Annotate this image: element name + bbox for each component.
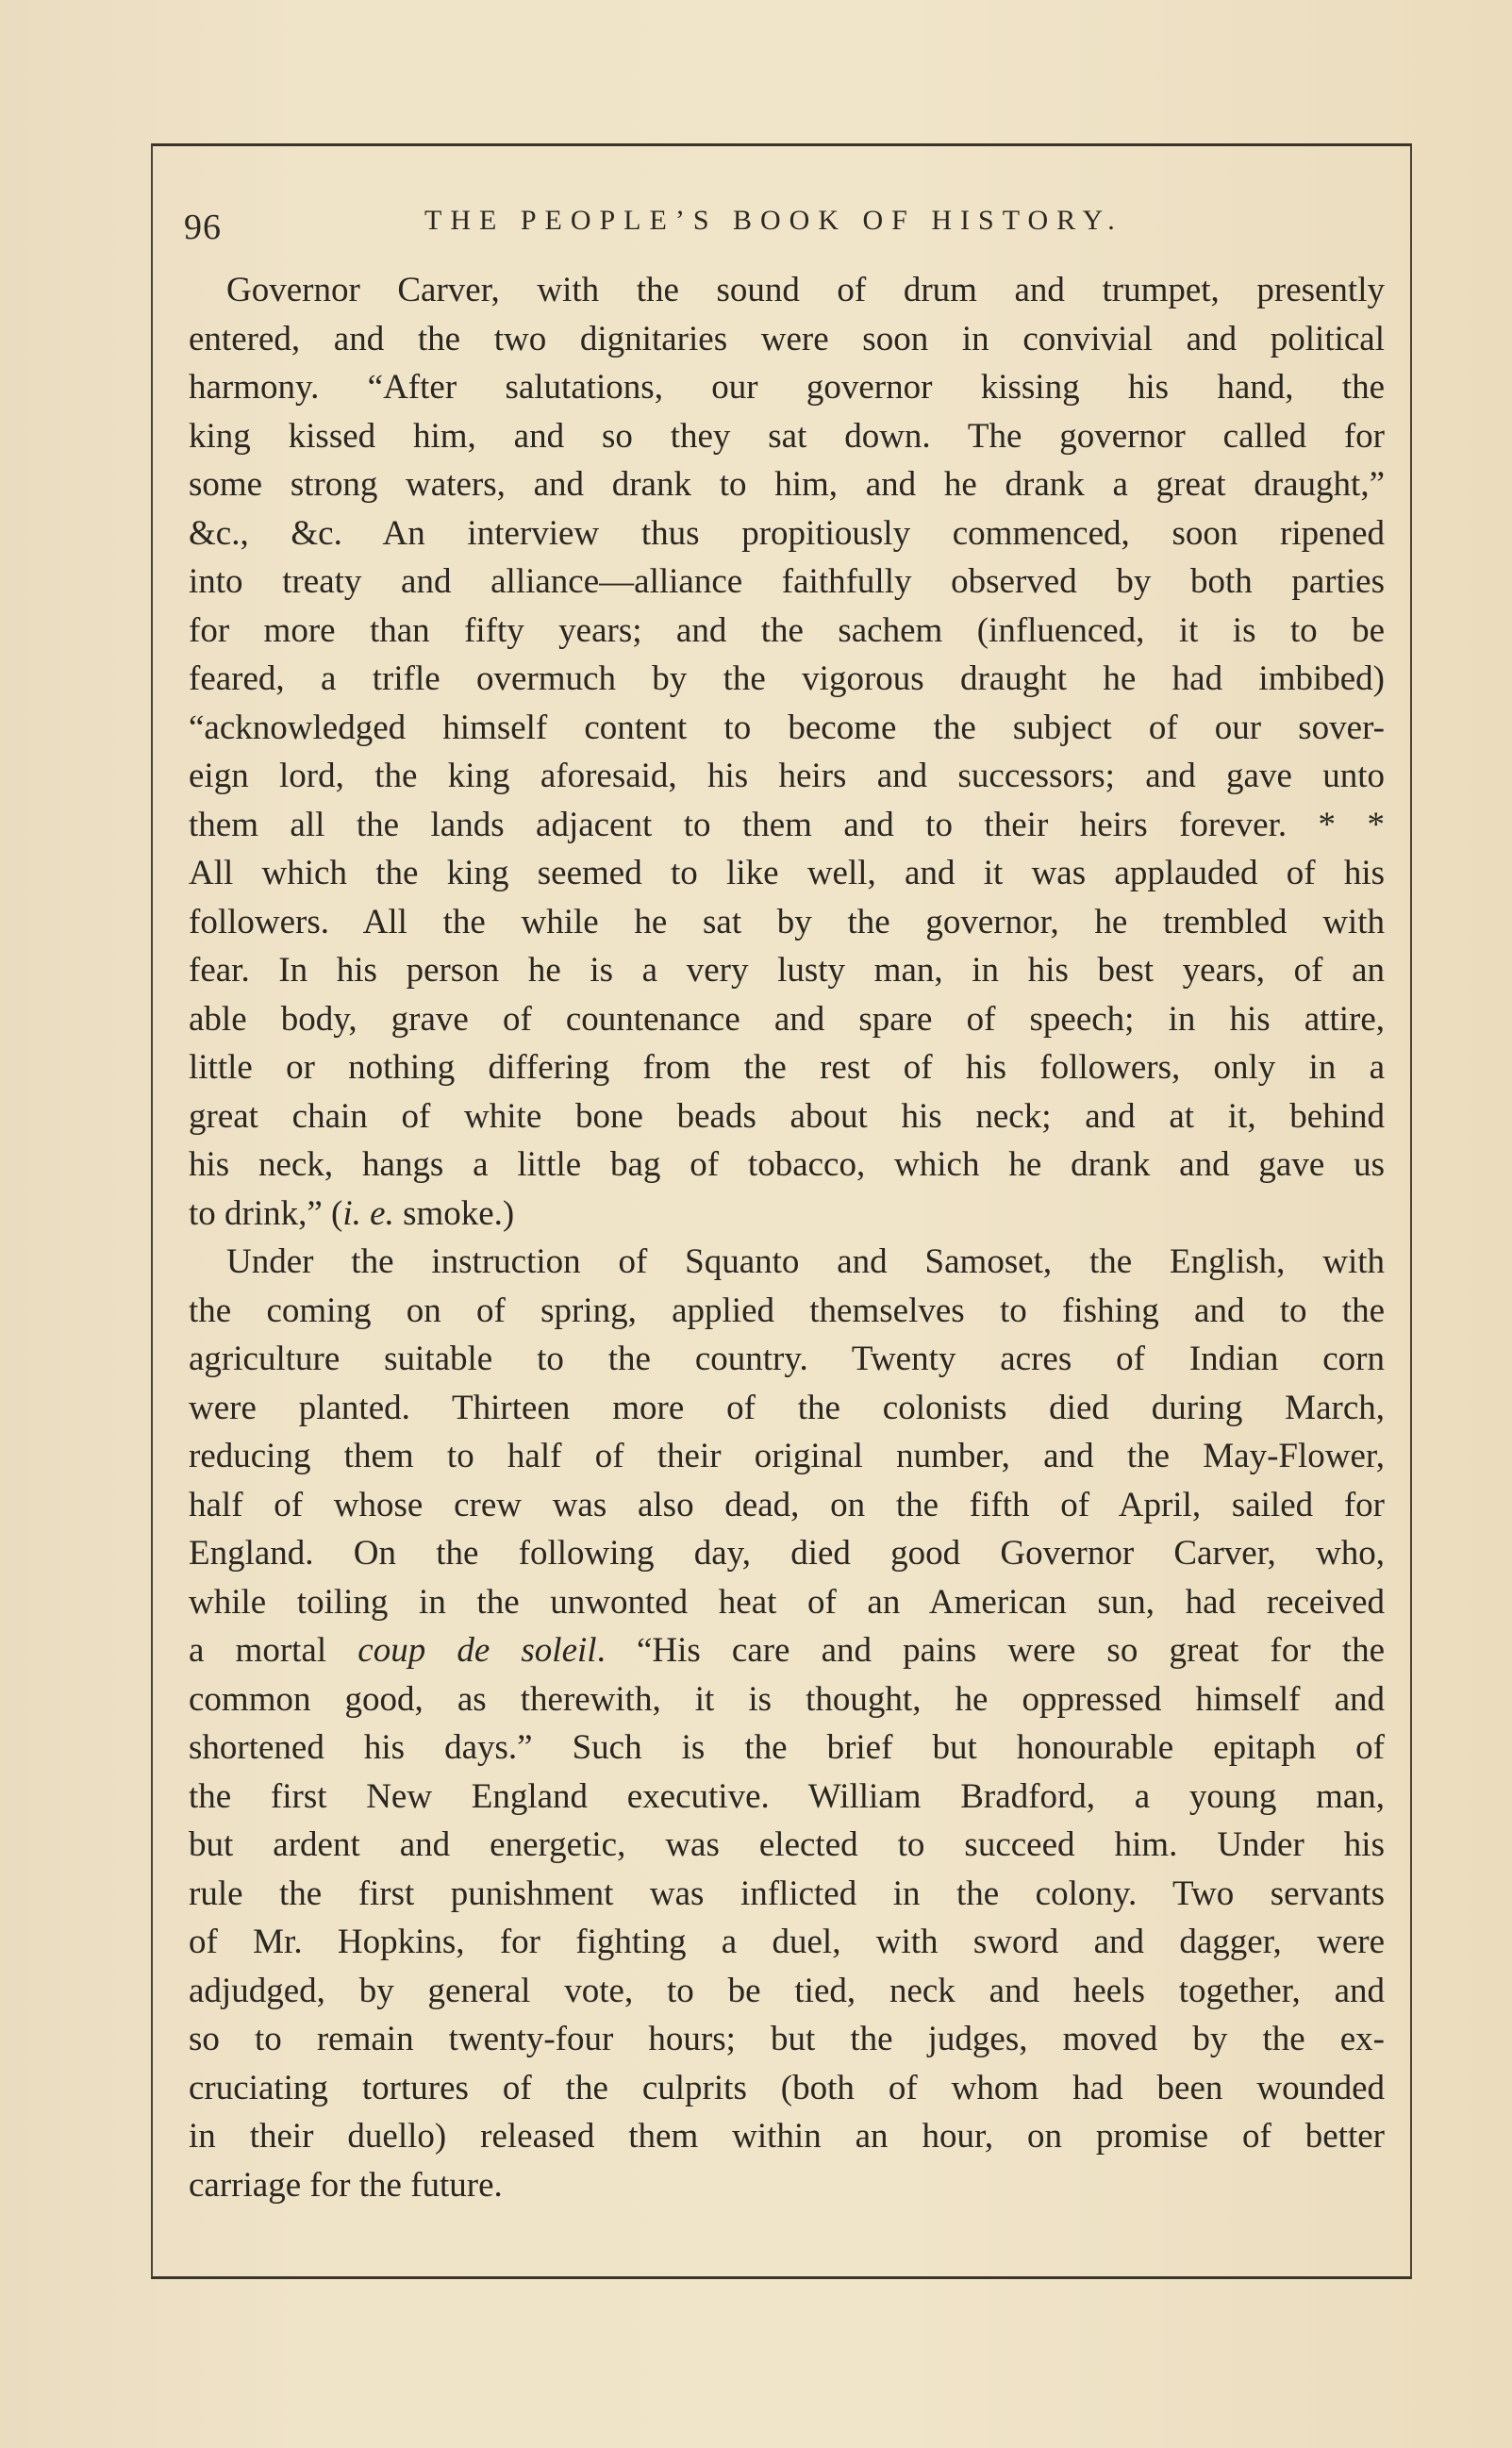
text-line: so to remain twenty-four hours; but the judges, moved by the ex- bbox=[189, 2020, 1385, 2058]
text-line: able body, grave of countenance and spare of speech; in his attire, bbox=[189, 999, 1385, 1039]
text-line: All which the king seemed to like well, and it was applauded of his bbox=[189, 854, 1385, 892]
italic-phrase: coup de soleil bbox=[357, 1631, 597, 1670]
text-line: into treaty and alliance—alliance faithfully observed by both parties bbox=[189, 562, 1385, 601]
text-line: shortened his days.” Such is the brief but honourable epitaph of bbox=[189, 1728, 1385, 1767]
text-line: but ardent and energetic, was elected to succeed him. Under his bbox=[189, 1825, 1385, 1864]
paragraph-1 bbox=[189, 266, 1385, 1238]
text-line: half of whose crew was also dead, on the fifth of April, sailed for bbox=[189, 1485, 1385, 1524]
body-text bbox=[189, 266, 1385, 2209]
text-line: a mortal coup de soleil. “His care and pains were so great for the bbox=[189, 1631, 1386, 1670]
text-line: common good, as therewith, it is thought, he oppressed himself and bbox=[189, 1679, 1385, 1719]
text-line: Under the instruction of Squanto and Samoset, the English, with bbox=[226, 1242, 1385, 1281]
text-line: of Mr. Hopkins, for fighting a duel, with sword and dagger, were bbox=[189, 1923, 1385, 1961]
text-line: in their duello) released them within an hour, on promise of better bbox=[189, 2117, 1385, 2156]
text-line: harmony. “After salutations, our governor kissing his hand, the bbox=[189, 368, 1385, 407]
text-line: while toiling in the unwonted heat of an American sun, had received bbox=[189, 1582, 1385, 1622]
text-line: England. On the following day, died good Governor Carver, who, bbox=[189, 1534, 1385, 1573]
text-line: cruciating tortures of the culprits (both of whom had been wounded bbox=[189, 2068, 1385, 2107]
text-line: little or nothing differing from the rest of his followers, only in a bbox=[189, 1048, 1385, 1087]
text-line: &c., &c. An interview thus propitiously commenced, soon ripened bbox=[189, 513, 1385, 553]
text-line: followers. All the while he sat by the governor, he trembled with bbox=[189, 902, 1385, 941]
text-line: king kissed him, and so they sat down. The governor called for bbox=[189, 416, 1385, 456]
page-header bbox=[184, 193, 1391, 250]
text-line: reducing them to half of their original number, and the May-Flower, bbox=[189, 1437, 1385, 1475]
text-line: Governor Carver, with the sound of drum and trumpet, presently bbox=[226, 271, 1385, 309]
text-line: the first New England executive. William Bradford, a young man, bbox=[189, 1776, 1385, 1816]
text-line: them all the lands adjacent to them and to their heirs forever. * * bbox=[189, 805, 1385, 844]
text-line: “acknowledged himself content to become the subject of our sover- bbox=[189, 708, 1385, 747]
text-line: his neck, hangs a little bag of tobacco, which he drank and gave us bbox=[189, 1145, 1385, 1184]
text-line: feared, a trifle overmuch by the vigorous draught he had imbibed) bbox=[189, 659, 1385, 698]
text-line: to drink,” (i. e. smoke.) bbox=[189, 1193, 515, 1233]
text-line: great chain of white bone beads about his neck; and at it, behind bbox=[189, 1096, 1385, 1136]
paragraph-2 bbox=[189, 1238, 1385, 2209]
page-number: 96 bbox=[184, 208, 222, 247]
text-line: carriage for the future. bbox=[189, 2165, 503, 2205]
text-line: eign lord, the king aforesaid, his heirs and successors; and gave unto bbox=[189, 757, 1385, 795]
text-line: the coming on of spring, applied themselves to fishing and to the bbox=[189, 1291, 1385, 1330]
text-line: for more than fifty years; and the sachem (influenced, it is to be bbox=[189, 610, 1385, 650]
text-line: entered, and the two dignitaries were soon in convivial and political bbox=[189, 319, 1385, 358]
text-line: were planted. Thirteen more of the colonists died during March, bbox=[189, 1388, 1385, 1427]
text-line: fear. In his person he is a very lusty man, in his best years, of an bbox=[189, 951, 1385, 990]
text-line: agriculture suitable to the country. Twenty acres of Indian corn bbox=[189, 1340, 1385, 1378]
text-line: some strong waters, and drank to him, and he drank a great draught,” bbox=[189, 465, 1385, 504]
text-line: adjudged, by general vote, to be tied, neck and heels together, and bbox=[189, 1971, 1385, 2010]
text-line: rule the first punishment was inflicted in the colony. Two servants bbox=[189, 1873, 1385, 1913]
italic-phrase: i. e. bbox=[342, 1193, 394, 1233]
running-head: THE PEOPLE’S BOOK OF HISTORY. bbox=[424, 205, 1123, 236]
